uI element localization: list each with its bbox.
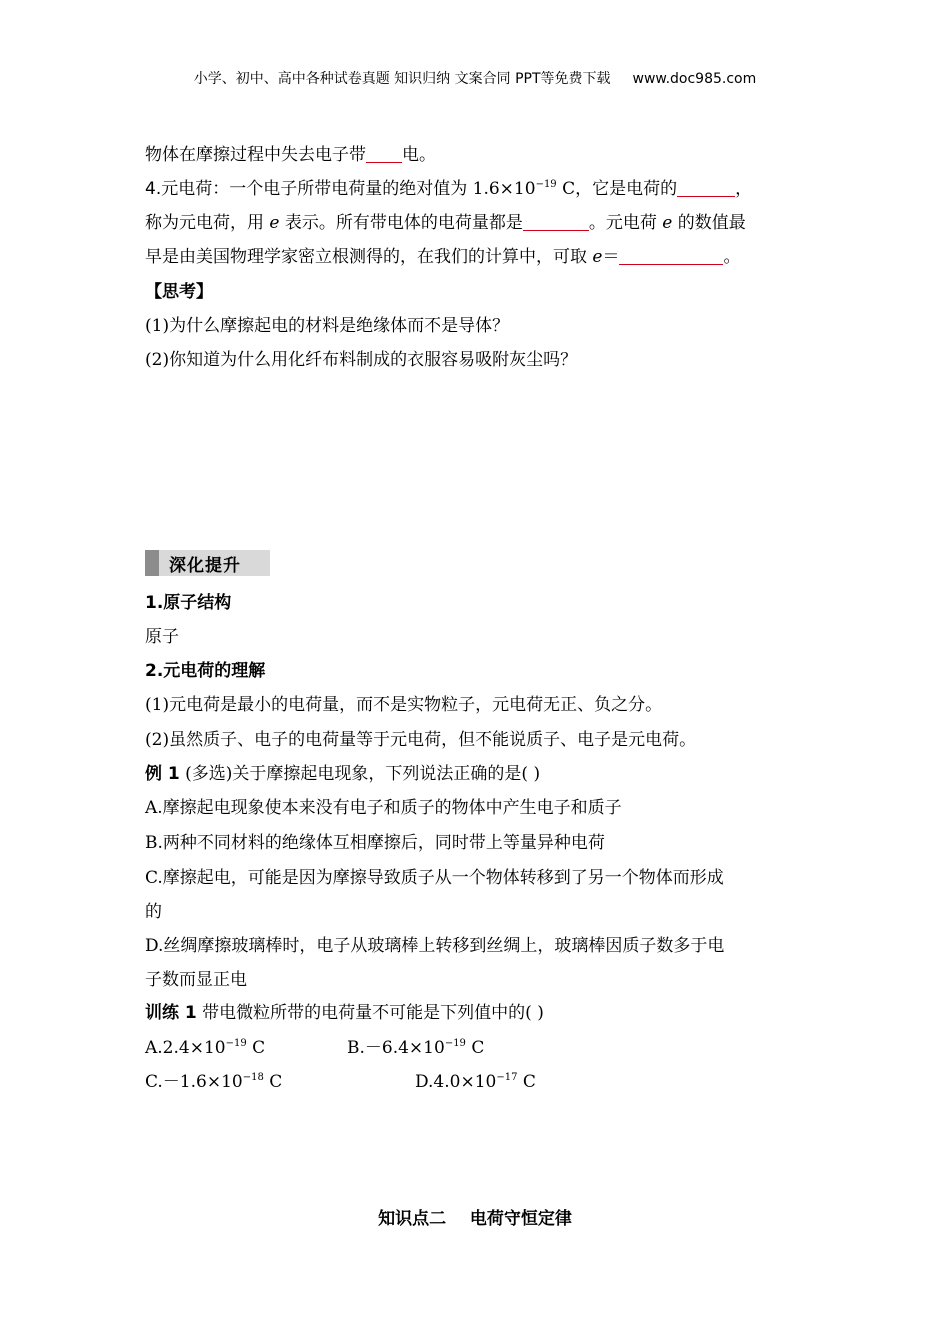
think-question-1: (1)为什么摩擦起电的材料是绝缘体而不是导体？ [145,316,510,336]
think-title: 【思考】 [145,282,213,302]
think-question-2: (2)你知道为什么用化纤布料制成的衣服容易吸附灰尘吗？ [145,350,578,370]
paragraph-2: (2)虽然质子、电子的电荷量等于元电荷，但不能说质子、电子是元电荷。 [145,730,697,750]
blank-integer-multiple[interactable] [523,212,589,231]
subsection-atomic-structure: 1.原子结构 [145,593,232,613]
intro-item-4: 4.元电荷：一个电子所带电荷量的绝对值为 $1.6\times 10^{-19}$ C，它是电荷的 ， [145,179,753,199]
example-option-d-cont: 子数而显正电 [145,970,247,990]
training-option-d[interactable]: $D.4.0\times 10^{-17}$ C [415,1072,536,1092]
example-option-a[interactable]: A.摩擦起电现象使本来没有电子和质子的物体中产生电子和质子 [145,798,622,818]
blank-e-value[interactable] [619,246,723,265]
section-title: 深化提升 [169,556,241,576]
paragraph-1: (1)元电荷是最小的电荷量，而不是实物粒子，元电荷无正、负之分。 [145,695,663,715]
example-1-stem: 例 1 (多选)关于摩擦起电现象，下列说法正确的是( ) [145,764,541,784]
intro-line-1: 物体在摩擦过程中失去电子带 电。 [145,145,436,165]
header-text: 小学、初中、高中各种试卷真题 知识归纳 文案合同 PPT等免费下载 [193,71,611,87]
atom-text: 原子 [145,627,179,647]
section-heading-deepen [145,550,270,576]
training-label: 训练 1 [145,1003,197,1023]
section-marker [145,550,159,576]
page-header [0,68,950,88]
header-url[interactable]: www.doc985.com [632,71,757,87]
training-option-b[interactable]: $B.-6.4\times 10^{-19}$ C [347,1038,485,1058]
example-option-d[interactable]: D.丝绸摩擦玻璃棒时，电子从玻璃棒上转移到丝绸上，玻璃棒因质子数多于电 [145,936,725,956]
training-option-c[interactable]: $C.-1.6\times 10^{-18}$ C [145,1072,283,1092]
example-option-b[interactable]: B.两种不同材料的绝缘体互相摩擦后，同时带上等量异种电荷 [145,833,605,853]
example-label: 例 1 [145,764,180,784]
blank-charge-sign[interactable] [366,144,402,163]
training-option-a[interactable]: $A.2.4\times 10^{-19}$ C [145,1038,266,1058]
blank-minimum-unit[interactable] [677,178,735,197]
knowledge-point-2-title: 知识点二 电荷守恒定律 [378,1209,572,1229]
intro-line-3: 称为元电荷，用 e 表示。所有带电体的电荷量都是 。元电荷 e 的数值最 [145,213,746,233]
intro-line-4: 早是由美国物理学家密立根测得的，在我们的计算中，可取 e＝ 。 [145,247,741,267]
example-option-c-cont: 的 [145,902,162,922]
example-option-c[interactable]: C.摩擦起电，可能是因为摩擦导致质子从一个物体转移到了另一个物体而形成 [145,868,724,888]
subsection-elementary-charge: 2.元电荷的理解 [145,661,266,681]
training-1-stem: 训练 1 带电微粒所带的电荷量不可能是下列值中的( ) [145,1003,544,1023]
